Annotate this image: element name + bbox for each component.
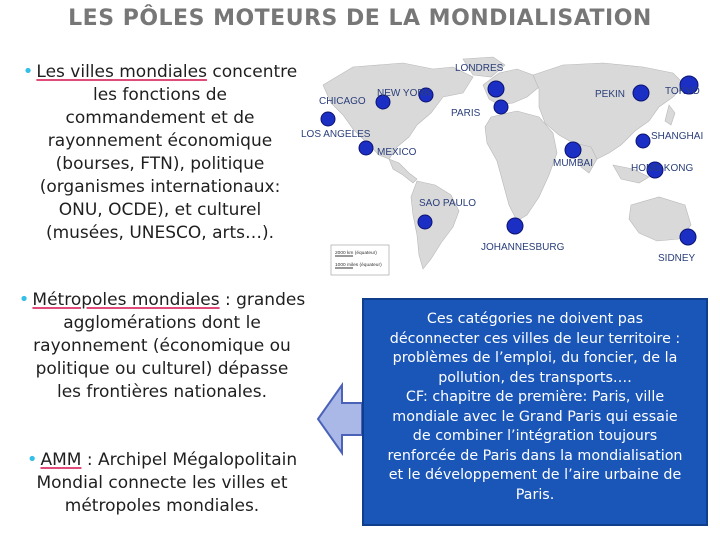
bullet-line: (musées, UNESCO, arts…).: [45, 223, 275, 243]
city-label-pekin: PEKIN: [595, 89, 626, 100]
bullet-line: politique ou culturel) dépasse: [35, 359, 289, 379]
city-dot-mumbai: [565, 142, 581, 158]
note-line: problèmes de l’emploi, du foncier, de la: [392, 350, 678, 366]
city-label-mexico: MEXICO: [377, 147, 417, 158]
bullet-line: ONU, OCDE), et culturel: [58, 200, 262, 220]
bullet-line: (bourses, FTN), politique: [55, 154, 265, 174]
city-label-paris: PARIS: [451, 108, 481, 119]
city-dot-londres: [488, 81, 504, 97]
term-metropoles-mondiales: Métropoles mondiales: [32, 290, 220, 310]
city-label-los-angeles: LOS ANGELES: [301, 129, 371, 140]
page-title: LES PÔLES MOTEURS DE LA MONDIALISATION: [68, 6, 652, 31]
bullet-line: (organismes internationaux:: [39, 177, 281, 197]
bullet-amm: [4, 448, 320, 518]
term-villes-mondiales: Les villes mondiales: [36, 62, 207, 82]
city-label-new-york: NEW YORK: [377, 88, 432, 99]
term-amm: AMM: [40, 450, 82, 470]
bullet-icon: •: [18, 289, 30, 310]
scale-label-km: 2000 km (équateur): [335, 251, 377, 256]
bullet-metropoles-mondiales: [4, 288, 320, 404]
bullet-line: concentre: [206, 62, 298, 82]
city-label-chicago: CHICAGO: [319, 96, 366, 107]
city-label-johannesburg: JOHANNESBURG: [481, 242, 565, 253]
bullet-icon: •: [22, 61, 34, 82]
scale-label-miles: 1000 miles (équateur): [335, 263, 382, 268]
city-dot-los-angeles: [321, 112, 335, 126]
bullet-villes-mondiales: [10, 60, 310, 245]
city-dot-paris: [494, 100, 508, 114]
note-line: CF: chapitre de première: Paris, ville: [405, 389, 665, 405]
bullet-line: les frontières nationales.: [56, 382, 268, 402]
left-arrow-icon: [316, 381, 364, 457]
bullet-line: métropoles mondiales.: [64, 496, 260, 516]
city-dot-shanghai: [636, 134, 650, 148]
bullet-line: : grandes: [219, 290, 306, 310]
city-label-londres: LONDRES: [455, 63, 504, 74]
world-map: [301, 55, 713, 285]
bullet-icon: •: [26, 449, 38, 470]
note-line: pollution, des transports….: [438, 369, 632, 386]
note-line: et le développement de l’aire urbaine de: [388, 467, 682, 483]
city-label-tokyo: TOKYO: [665, 86, 700, 97]
note-line: de combiner l’intégration toujours: [412, 428, 658, 444]
note-line: renforcée de Paris dans la mondialisation: [387, 447, 683, 464]
note-line: Ces catégories ne doivent pas: [426, 311, 644, 327]
bullet-line: Mondial connecte les villes et: [36, 473, 288, 493]
city-label-shanghai: SHANGHAI: [651, 131, 704, 142]
city-dot-johannesburg: [507, 218, 523, 234]
city-label-sidney: SIDNEY: [658, 253, 696, 264]
note-line: mondiale avec le Grand Paris qui essaie: [392, 408, 678, 425]
city-dot-sidney: [680, 229, 696, 245]
bullet-line: rayonnement économique: [47, 131, 273, 151]
city-dot-mexico: [359, 141, 373, 155]
city-label-hong-kong: HONG KONG: [631, 163, 694, 174]
city-label-mumbai: MUMBAI: [553, 158, 593, 169]
bullet-line: rayonnement (économique ou: [33, 336, 291, 356]
city-dot-sao-paulo: [418, 215, 432, 229]
city-dot-pekin: [633, 85, 649, 101]
city-label-sao-paulo: SAO PAULO: [419, 198, 477, 209]
note-line: Paris.: [515, 486, 555, 503]
bullet-line: agglomérations dont le: [63, 313, 261, 333]
note-line: déconnecter ces villes de leur territoire :: [389, 330, 681, 347]
bullet-line: : Archipel Mégalopolitain: [81, 450, 298, 470]
bullet-line: les fonctions de: [92, 85, 228, 105]
bullet-line: commandement et de: [65, 108, 255, 128]
note-box: [362, 298, 708, 526]
map-scale: [331, 245, 389, 275]
